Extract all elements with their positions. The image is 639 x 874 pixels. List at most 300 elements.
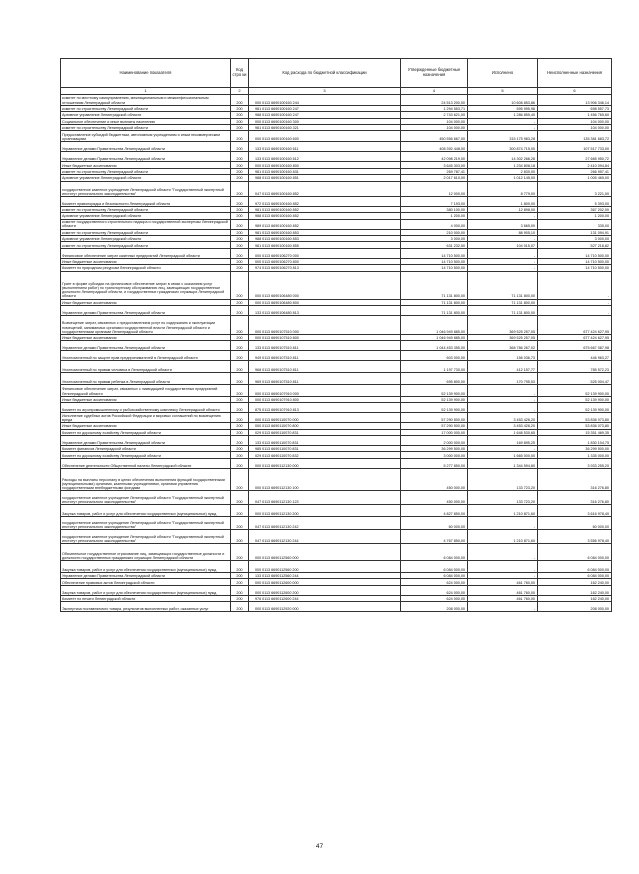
row-executed-cell: - [468, 516, 538, 530]
row-name-cell: Иные бюджетные ассигнования [61, 162, 231, 168]
row-executed-cell: 169 895,25 [468, 435, 538, 445]
row-line-code-cell: 200 [231, 585, 249, 595]
row-expense-code-cell: 000 0113 6690112130 200 [249, 504, 401, 516]
row-name-cell: Комитет по агропромышленному и рыбохозяйственному комплексу Ленинградской области [61, 403, 231, 413]
row-approved-cell: 6 084 000,00 [401, 572, 468, 578]
row-name-cell: комитет по местному самоуправлению, межнациональным и межконфессиональным отношениям Ленинградской области [61, 95, 231, 106]
table-row [61, 530, 612, 544]
row-unexecuted-cell: 5 393,00 [538, 196, 612, 206]
row-executed-cell: 71 131 800,00 [468, 306, 538, 316]
row-executed-cell: 170 795,53 [468, 373, 538, 385]
row-expense-code-cell: 981 0113 6690100160 853 [249, 229, 401, 235]
row-executed-cell: 3 665,00 [468, 219, 538, 229]
table-row [61, 316, 612, 335]
header-executed: Исполнено [468, 59, 538, 88]
row-line-code-cell: 200 [231, 429, 249, 435]
row-line-code-cell: 200 [231, 206, 249, 212]
row-line-code-cell: 200 [231, 361, 249, 373]
row-line-code-cell: 200 [231, 118, 249, 124]
row-name-cell: государственное казенное учреждение Ленинградской области "Государственный экспертный институт регионального законодательства" [61, 516, 231, 530]
row-name-cell: Управление делами Правительства Ленинградской области [61, 341, 231, 351]
row-executed-cell: - [468, 125, 538, 131]
row-executed-cell: - [468, 118, 538, 124]
row-executed-cell: 71 131 800,00 [468, 271, 538, 299]
row-name-cell: государственное казенное учреждение Ленинградской области "Государственный экспертный институт регионального законодательства" [61, 491, 231, 505]
row-unexecuted-cell: 1 005 465,00 [538, 175, 612, 181]
header-indicator-name: Наименование показателя [61, 59, 231, 88]
row-approved-cell: 24 513 200,00 [401, 95, 468, 106]
row-approved-cell: 624 000,00 [401, 595, 468, 601]
row-name-cell: государственное казенное учреждение Ленинградской области "Государственный экспертный институт регионального законодательства" [61, 530, 231, 544]
row-name-cell: Иные бюджетные ассигнования [61, 423, 231, 429]
row-executed-cell: 461 760,00 [468, 579, 538, 585]
row-executed-cell: - [468, 602, 538, 612]
row-expense-code-cell: 981 0113 6690100160 247 [249, 105, 401, 111]
row-approved-cell: 60 000,00 [401, 516, 468, 530]
row-expense-code-cell: 000 0113 6690100160 800 [249, 162, 401, 168]
header-index-cell: 5 [468, 88, 538, 95]
row-unexecuted-cell: 14 710 500,00 [538, 248, 612, 258]
row-expense-code-cell: 000 0113 6690100160 600 [249, 131, 401, 142]
row-approved-cell: 71 131 800,00 [401, 271, 468, 299]
table-row [61, 351, 612, 361]
row-unexecuted-cell: 525 004,47 [538, 373, 612, 385]
row-expense-code-cell: 988 0113 6690100160 851 [249, 175, 401, 181]
row-approved-cell: 1 044 453 355,00 [401, 341, 468, 351]
table-row [61, 543, 612, 560]
row-unexecuted-cell: 15 351 469,35 [538, 429, 612, 435]
row-line-code-cell: 200 [231, 602, 249, 612]
header-index-cell: 2 [231, 88, 249, 95]
row-approved-cell: 450 000,00 [401, 491, 468, 505]
row-expense-code-cell: 133 0113 6690100160 612 [249, 152, 401, 162]
table-row [61, 585, 612, 595]
row-executed-cell: 595 995,98 [468, 105, 538, 111]
row-name-cell: комитет по строительству Ленинградской области [61, 206, 231, 212]
row-expense-code-cell: 981 0113 6690100160 831 [249, 168, 401, 174]
row-expense-code-cell: 000 0113 6690112560 200 [249, 561, 401, 573]
row-name-cell: Грант в форме субсидии на финансовое обеспечение затрат в связи с оказанием услуг (выполнением работ) по транспортному обслуживанию лиц, замещающих государственные должности Ленинградской области, и государственных гражданских служащих Ленинградской области [61, 271, 231, 299]
row-name-cell: комитет по строительству Ленинградской области [61, 105, 231, 111]
row-unexecuted-cell: 3 221,00 [538, 181, 612, 196]
row-unexecuted-cell: 14 710 500,00 [538, 258, 612, 264]
row-name-cell: Экспертиза поставляемого товара, результатов выполненных работ, оказанных услуг [61, 602, 231, 612]
row-approved-cell: 52 139 900,00 [401, 385, 468, 397]
row-unexecuted-cell: 53 836 073,80 [538, 413, 612, 423]
page-number: 47 [315, 843, 324, 850]
row-unexecuted-cell: 677 424 627,95 [538, 316, 612, 335]
row-unexecuted-cell: 162 240,00 [538, 595, 612, 601]
row-name-cell: Финансовое обеспечение затрат казенных предприятий Ленинградской области [61, 248, 231, 258]
row-expense-code-cell: 968 0113 6690107510 811 [249, 361, 401, 373]
row-line-code-cell: 200 [231, 396, 249, 402]
row-executed-cell: - [468, 561, 538, 573]
row-unexecuted-cell: 446 963,27 [538, 351, 612, 361]
row-name-cell: комитет по строительству Ленинградской области [61, 242, 231, 248]
table-row [61, 561, 612, 573]
row-unexecuted-cell: 104 000,00 [538, 125, 612, 131]
row-unexecuted-cell: - [538, 299, 612, 305]
row-expense-code-cell: 133 0113 6690112560 244 [249, 572, 401, 578]
row-expense-code-cell: 000 0113 6690112600 000 [249, 579, 401, 585]
row-executed-cell: 1 800,00 [468, 196, 538, 206]
row-approved-cell: 104 000,00 [401, 118, 468, 124]
row-approved-cell: 14 710 500,00 [401, 258, 468, 264]
row-name-cell: Комитет правопорядка и безопасности Ленинградской области [61, 196, 231, 206]
row-executed-cell: 88 905,10 [468, 229, 538, 235]
row-approved-cell: 6 084 000,00 [401, 561, 468, 573]
row-executed-cell: 3 453 426,20 [468, 423, 538, 429]
row-expense-code-cell: 976 0113 6690112600 244 [249, 595, 401, 601]
table-row [61, 504, 612, 516]
row-expense-code-cell: 133 0113 6690100160 611 [249, 142, 401, 152]
table-row [61, 248, 612, 258]
row-name-cell: Возмещение затрат, связанных с предоставлением услуг по содержанию и эксплуатации помещений, занимаемых органами государственной власти Ленинградской области и государственными органами Ленинградской области [61, 316, 231, 335]
row-executed-cell: 315 175 983,28 [468, 131, 538, 142]
row-line-code-cell: 200 [231, 561, 249, 573]
row-executed-cell: 369 525 257,05 [468, 316, 538, 335]
row-name-cell: Закупка товаров, работ и услуг для обеспечения государственных (муниципальных) нужд [61, 504, 231, 516]
row-approved-cell: 2 017 610,00 [401, 175, 468, 181]
row-line-code-cell: 200 [231, 181, 249, 196]
row-approved-cell: 52 139 900,00 [401, 403, 468, 413]
row-unexecuted-cell: 367 202,00 [538, 206, 612, 212]
row-approved-cell: 36 299 500,00 [401, 445, 468, 451]
row-line-code-cell: 200 [231, 258, 249, 264]
row-expense-code-cell: 972 0113 6690100160 852 [249, 196, 401, 206]
row-line-code-cell: 200 [231, 213, 249, 219]
row-unexecuted-cell: 27 665 950,72 [538, 152, 612, 162]
row-unexecuted-cell: 162 240,00 [538, 579, 612, 585]
row-line-code-cell: 200 [231, 335, 249, 341]
row-executed-cell: 1 210 871,60 [468, 504, 538, 516]
row-executed-cell: 1 234 808,18 [468, 162, 538, 168]
row-unexecuted-cell: 3 556 978,40 [538, 530, 612, 544]
row-approved-cell: 1 200,00 [401, 213, 468, 219]
row-expense-code-cell: 000 0113 6690100160 244 [249, 95, 401, 106]
row-line-code-cell: 200 [231, 458, 249, 468]
row-name-cell: комитет по строительству Ленинградской области [61, 125, 231, 131]
row-unexecuted-cell: 335,00 [538, 219, 612, 229]
row-line-code-cell: 200 [231, 142, 249, 152]
row-approved-cell: 71 131 800,00 [401, 299, 468, 305]
row-unexecuted-cell: 316 276,80 [538, 468, 612, 491]
row-executed-cell: 10 608 853,86 [468, 95, 538, 106]
row-executed-cell: 133 723,20 [468, 491, 538, 505]
row-expense-code-cell: 981 0113 6690100160 852 [249, 206, 401, 212]
row-expense-code-cell: 989 0113 6690100160 852 [249, 219, 401, 229]
row-name-cell: Архивное управление Ленинградской области [61, 236, 231, 242]
row-expense-code-cell: 000 0113 6690112920 000 [249, 602, 401, 612]
table-row [61, 385, 612, 397]
row-unexecuted-cell: 3 933 255,20 [538, 458, 612, 468]
header-index-cell: 3 [249, 88, 401, 95]
row-approved-cell: 4 767 850,00 [401, 530, 468, 544]
row-line-code-cell: 200 [231, 423, 249, 429]
row-executed-cell: 1 210 871,60 [468, 530, 538, 544]
row-expense-code-cell: 029 0113 6690110070 831 [249, 429, 401, 435]
row-executed-cell: - [468, 543, 538, 560]
table-row [61, 152, 612, 162]
row-unexecuted-cell: 6 084 000,00 [538, 572, 612, 578]
row-approved-cell: 450 556 667,00 [401, 131, 468, 142]
row-unexecuted-cell: 14 710 500,00 [538, 265, 612, 271]
row-name-cell: Предоставление субсидий бюджетным, автономным учреждениям и иным некоммерческим организациям [61, 131, 231, 142]
row-executed-cell: 104 015,07 [468, 242, 538, 248]
row-unexecuted-cell: - [538, 271, 612, 299]
row-executed-cell: - [468, 265, 538, 271]
row-executed-cell: 1 665 000,00 [468, 452, 538, 458]
header-index-cell: 4 [401, 88, 468, 95]
row-unexecuted-cell: - [538, 306, 612, 316]
row-line-code-cell: 200 [231, 579, 249, 585]
row-approved-cell: 1 046 949 885,00 [401, 335, 468, 341]
row-name-cell: государственное казенное учреждение Ленинградской области "Государственный экспертный институт регионального законодательства" [61, 181, 231, 196]
row-executed-cell: 8 779,00 [468, 181, 538, 196]
row-expense-code-cell: 875 0113 6690107910 813 [249, 403, 401, 413]
row-approved-cell: 208 000,00 [401, 602, 468, 612]
row-unexecuted-cell: 52 139 900,00 [538, 403, 612, 413]
table-body [61, 95, 612, 612]
row-name-cell: Комитет по дорожному хозяйству Ленинградской области [61, 452, 231, 458]
row-executed-cell: 461 760,00 [468, 595, 538, 601]
header-index-row [61, 88, 612, 95]
table-row [61, 491, 612, 505]
table-row [61, 403, 612, 413]
table-row [61, 373, 612, 385]
row-line-code-cell: 200 [231, 403, 249, 413]
row-line-code-cell: 200 [231, 504, 249, 516]
row-unexecuted-cell: 36 299 500,00 [538, 445, 612, 451]
row-name-cell: Архивное управление Ленинградской области [61, 112, 231, 118]
row-name-cell: Обязательное государственное страхование лиц, замещающих государственные должности и должности государственных гражданских служащих Ленинградской области [61, 543, 231, 560]
table-row [61, 516, 612, 530]
row-name-cell: Иные бюджетные ассигнования [61, 258, 231, 264]
row-unexecuted-cell: 60 000,00 [538, 516, 612, 530]
row-executed-cell: - [468, 236, 538, 242]
row-unexecuted-cell: 6 084 000,00 [538, 561, 612, 573]
row-line-code-cell: 200 [231, 236, 249, 242]
table-row [61, 271, 612, 299]
row-expense-code-cell: 949 0113 6690107510 811 [249, 351, 401, 361]
row-line-code-cell: 200 [231, 351, 249, 361]
row-line-code-cell: 200 [231, 265, 249, 271]
row-executed-cell: 133 723,20 [468, 468, 538, 491]
row-unexecuted-cell: 6 084 000,00 [538, 543, 612, 560]
row-name-cell: Уполномоченный по защите прав предпринимателей в Ленинградской области [61, 351, 231, 361]
row-name-cell: Иные бюджетные ассигнования [61, 299, 231, 305]
row-name-cell: Финансовое обеспечение затрат, связанных с ликвидацией государственных предприятий Ленинградской области [61, 385, 231, 397]
row-line-code-cell: 200 [231, 95, 249, 106]
row-executed-cell: 156 036,73 [468, 351, 538, 361]
row-name-cell: Социальное обеспечение и иные выплаты населению [61, 118, 231, 124]
header-line-code: Код стро ки [231, 59, 249, 88]
header-approved: Утвержденные бюджетные назначения [401, 59, 468, 88]
row-name-cell: Иные бюджетные ассигнования [61, 335, 231, 341]
row-approved-cell: 4 000,00 [401, 219, 468, 229]
header-index-cell: 1 [61, 88, 231, 95]
row-expense-code-cell: 000 0113 6690110070 000 [249, 413, 401, 423]
header-unexecuted: Неисполненные назначения [538, 59, 612, 88]
row-name-cell: Обеспечение деятельности Общественной палаты Ленинградской области [61, 458, 231, 468]
row-executed-cell: 14 302 268,28 [468, 152, 538, 162]
row-line-code-cell: 200 [231, 572, 249, 578]
row-unexecuted-cell: 1 830 104,75 [538, 435, 612, 445]
row-name-cell: Уполномоченный по правам ребенка в Ленинградской области [61, 373, 231, 385]
table-row [61, 95, 612, 106]
row-line-code-cell: 200 [231, 316, 249, 335]
table-header [61, 59, 612, 95]
row-executed-cell: 1 344 594,80 [468, 458, 538, 468]
row-unexecuted-cell: 266 957,41 [538, 168, 612, 174]
row-line-code-cell: 200 [231, 131, 249, 142]
row-unexecuted-cell: 785 572,23 [538, 361, 612, 373]
row-unexecuted-cell: 135 381 683,72 [538, 131, 612, 142]
table-row [61, 435, 612, 445]
row-unexecuted-cell: 1 200,00 [538, 213, 612, 219]
row-line-code-cell: 200 [231, 595, 249, 601]
row-approved-cell: 14 710 500,00 [401, 248, 468, 258]
row-unexecuted-cell: 677 424 627,95 [538, 335, 612, 341]
row-approved-cell: 1 197 730,00 [401, 361, 468, 373]
row-executed-cell: 368 786 267,02 [468, 341, 538, 351]
row-approved-cell: 631 232,50 [401, 242, 468, 248]
table-row [61, 181, 612, 196]
table-row [61, 142, 612, 152]
row-name-cell: Комитет финансов Ленинградской области [61, 445, 231, 451]
table-row [61, 458, 612, 468]
row-unexecuted-cell: 3 616 978,40 [538, 504, 612, 516]
row-executed-cell: - [468, 213, 538, 219]
row-expense-code-cell: 133 0113 6690106480 813 [249, 306, 401, 316]
row-line-code-cell: 200 [231, 112, 249, 118]
row-expense-code-cell: 981 0113 6690100160 321 [249, 125, 401, 131]
row-executed-cell: 461 760,00 [468, 585, 538, 595]
row-line-code-cell: 200 [231, 175, 249, 181]
row-approved-cell: 695 800,00 [401, 373, 468, 385]
row-approved-cell: 7 193,00 [401, 196, 468, 206]
row-unexecuted-cell: 53 836 073,80 [538, 423, 612, 429]
row-executed-cell: - [468, 403, 538, 413]
table-row [61, 361, 612, 373]
row-line-code-cell: 200 [231, 152, 249, 162]
row-approved-cell: 380 100,00 [401, 206, 468, 212]
row-line-code-cell: 200 [231, 445, 249, 451]
row-unexecuted-cell: 52 139 900,00 [538, 385, 612, 397]
row-name-cell: Управление делами Правительства Ленинградской области [61, 572, 231, 578]
row-executed-cell: - [468, 445, 538, 451]
row-unexecuted-cell: 698 557,73 [538, 105, 612, 111]
row-line-code-cell: 200 [231, 491, 249, 505]
row-expense-code-cell: 047 0113 6690100160 852 [249, 181, 401, 196]
row-expense-code-cell: 974 0113 6690106270 813 [249, 265, 401, 271]
row-unexecuted-cell: 316 276,80 [538, 491, 612, 505]
row-approved-cell: 603 000,00 [401, 351, 468, 361]
row-approved-cell: 17 000 000,00 [401, 429, 468, 435]
row-executed-cell: 1 648 530,65 [468, 429, 538, 435]
row-approved-cell: 71 131 800,00 [401, 306, 468, 316]
row-expense-code-cell: 133 0113 6690107510 811 [249, 341, 401, 351]
row-expense-code-cell: 000 0113 6690106480 800 [249, 299, 401, 305]
row-name-cell: Управление делами Правительства Ленинградской области [61, 152, 231, 162]
header-index-cell: 6 [538, 88, 612, 95]
row-expense-code-cell: 981 0113 6690100160 855 [249, 242, 401, 248]
row-line-code-cell: 200 [231, 299, 249, 305]
row-approved-cell: 1 294 553,71 [401, 105, 468, 111]
row-name-cell: Исполнение судебных актов Российской Федерации и мировых соглашений по возмещению вреда [61, 413, 231, 423]
row-approved-cell: 6 084 000,00 [401, 543, 468, 560]
row-approved-cell: 104 000,00 [401, 125, 468, 131]
row-expense-code-cell: 047 0113 6690112130 123 [249, 491, 401, 505]
table-row [61, 219, 612, 229]
row-executed-cell: - [468, 396, 538, 402]
row-executed-cell: 300 874 715,00 [468, 142, 538, 152]
row-approved-cell: 3 645 303,00 [401, 162, 468, 168]
row-expense-code-cell: 133 0113 6690110070 831 [249, 435, 401, 445]
row-line-code-cell: 200 [231, 516, 249, 530]
row-name-cell: Архивное управление Ленинградской области [61, 213, 231, 219]
row-unexecuted-cell: 13 906 346,14 [538, 95, 612, 106]
row-expense-code-cell: 047 0113 6690112130 244 [249, 530, 401, 544]
row-approved-cell: 14 710 500,00 [401, 265, 468, 271]
row-approved-cell: 4 827 850,00 [401, 504, 468, 516]
row-expense-code-cell: 000 0113 6690112130 100 [249, 468, 401, 491]
row-name-cell: Расходы на выплаты персоналу в целях обеспечения выполнения функций государственными (муниципальными) органами, казенными учреждениями, органами управления государственными внебюджетными фондами [61, 468, 231, 491]
row-unexecuted-cell: 527 218,82 [538, 242, 612, 248]
row-unexecuted-cell: 131 094,91 [538, 229, 612, 235]
header-expense-code: Код расхода по бюджетной классификации [249, 59, 401, 88]
row-name-cell: Обеспечение правовых актов Ленинградской области [61, 579, 231, 585]
row-line-code-cell: 200 [231, 248, 249, 258]
table-row [61, 196, 612, 206]
row-line-code-cell: 200 [231, 530, 249, 544]
row-name-cell: Управление делами Правительства Ленинградской области [61, 142, 231, 152]
row-line-code-cell: 200 [231, 219, 249, 229]
row-expense-code-cell: 988 0113 6690100160 247 [249, 112, 401, 118]
row-executed-cell: - [468, 258, 538, 264]
row-approved-cell: 624 000,00 [401, 579, 468, 585]
row-expense-code-cell: 047 0113 6690112130 242 [249, 516, 401, 530]
row-approved-cell: 3 000 000,00 [401, 452, 468, 458]
row-approved-cell: 624 000,00 [401, 585, 468, 595]
row-executed-cell: - [468, 248, 538, 258]
row-executed-cell: 2 830,00 [468, 168, 538, 174]
row-unexecuted-cell: 107 517 733,00 [538, 142, 612, 152]
row-approved-cell: 450 000,00 [401, 468, 468, 491]
table-row [61, 341, 612, 351]
row-name-cell: Иные бюджетные ассигнования [61, 396, 231, 402]
row-approved-cell: 408 392 448,00 [401, 142, 468, 152]
row-name-cell: комитет по строительству Ленинградской области [61, 168, 231, 174]
row-unexecuted-cell: 162 240,00 [538, 585, 612, 595]
row-executed-cell: - [468, 385, 538, 397]
row-executed-cell: 1 012 145,00 [468, 175, 538, 181]
budget-execution-table [60, 58, 612, 612]
row-line-code-cell: 200 [231, 168, 249, 174]
row-unexecuted-cell: 208 000,00 [538, 602, 612, 612]
row-expense-code-cell: 000 0113 6690106480 000 [249, 271, 401, 299]
row-approved-cell: 210 000,00 [401, 229, 468, 235]
row-unexecuted-cell: 52 139 900,00 [538, 396, 612, 402]
table-row [61, 468, 612, 491]
row-expense-code-cell: 000 0113 6690112600 200 [249, 585, 401, 595]
row-line-code-cell: 200 [231, 271, 249, 299]
row-line-code-cell: 200 [231, 452, 249, 458]
row-approved-cell: 1 046 949 885,00 [401, 316, 468, 335]
row-line-code-cell: 200 [231, 468, 249, 491]
row-executed-cell: - [468, 572, 538, 578]
row-approved-cell: 42 098 219,00 [401, 152, 468, 162]
